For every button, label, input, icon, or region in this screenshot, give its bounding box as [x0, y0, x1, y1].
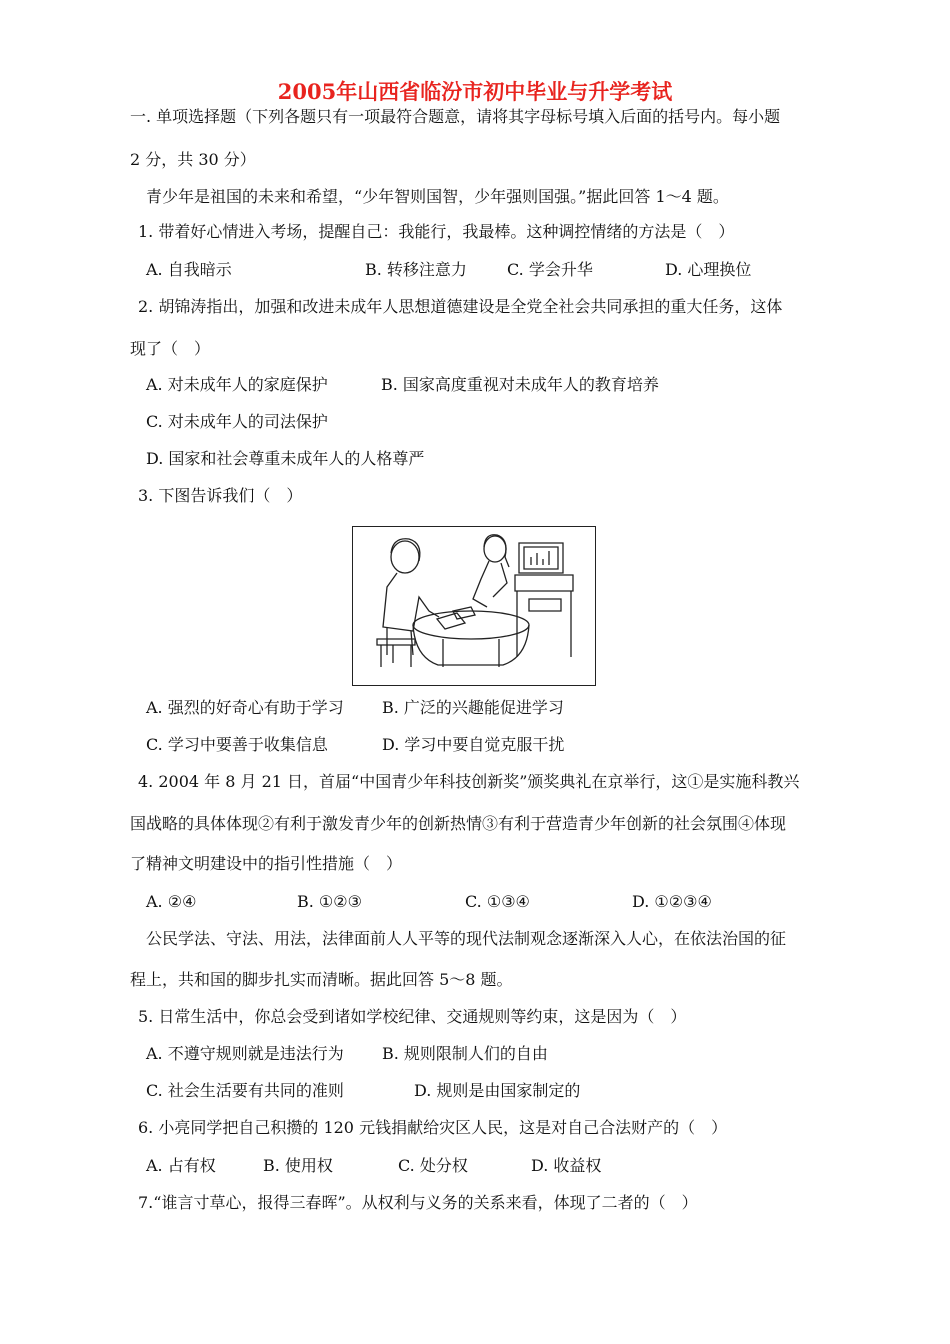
option-d: D. 心理换位 [665, 260, 752, 279]
option-b: B. 转移注意力 [365, 260, 467, 279]
option-b: B. 使用权 [263, 1156, 333, 1175]
option-b: B. ①②③ [297, 892, 362, 911]
question-4-stem-continued: 了精神文明建设中的指引性措施（ ） [130, 854, 403, 873]
question-4-stem-continued: 国战略的具体体现②有利于激发青少年的创新热情③有利于营造青少年创新的社会氛围④体现 [130, 814, 787, 833]
option-a: A. ②④ [146, 892, 197, 911]
question-1-stem: 1. 带着好心情进入考场，提醒自己：我能行，我最棒。这种调控情绪的方法是（ ） [138, 222, 735, 241]
option-b: B. 广泛的兴趣能促进学习 [382, 698, 564, 717]
option-a: A. 占有权 [146, 1156, 216, 1175]
section-heading: 一. 单项选择题（下列各题只有一项最符合题意，请将其字母标号填入后面的括号内。每小题 [130, 107, 781, 126]
option-c: C. 学习中要善于收集信息 [146, 735, 328, 754]
question-2-stem-continued: 现了（ ） [130, 339, 211, 358]
option-a: A. 自我暗示 [146, 260, 232, 279]
question-3-stem: 3. 下图告诉我们（ ） [138, 486, 303, 505]
option-c: C. 社会生活要有共同的准则 [146, 1081, 344, 1100]
intro-paragraph: 公民学法、守法、用法，法律面前人人平等的现代法制观念逐渐深入人心，在依法治国的征 [146, 929, 787, 948]
option-d: D. 国家和社会尊重未成年人的人格尊严 [146, 449, 425, 468]
option-c: C. ①③④ [465, 892, 530, 911]
section-heading-continued: 2 分，共 30 分） [130, 150, 256, 169]
question-6-stem: 6. 小亮同学把自己积攒的 120 元钱捐献给灾区人民，这是对自己合法财产的（ ） [138, 1118, 728, 1137]
question-3-illustration [352, 526, 596, 686]
option-a: A. 不遵守规则就是违法行为 [146, 1044, 344, 1063]
option-a: A. 对未成年人的家庭保护 [146, 375, 328, 394]
option-d: D. 学习中要自觉克服干扰 [382, 735, 565, 754]
option-c: C. 对未成年人的司法保护 [146, 412, 328, 431]
question-4-stem: 4. 2004 年 8 月 21 日，首届“中国青少年科技创新奖”颁奖典礼在京举行，这①是实施科教兴 [138, 772, 800, 791]
question-5-stem: 5. 日常生活中，你总会受到诸如学校纪律、交通规则等约束，这是因为（ ） [138, 1007, 687, 1026]
intro-paragraph: 青少年是祖国的未来和希望，“少年智则国智，少年强则国强。”据此回答 1～4 题。 [146, 187, 729, 206]
option-d: D. 收益权 [531, 1156, 602, 1175]
option-b: B. 国家高度重视对未成年人的教育培养 [381, 375, 659, 394]
option-b: B. 规则限制人们的自由 [382, 1044, 548, 1063]
option-d: D. ①②③④ [632, 892, 712, 911]
question-7-stem: 7.“谁言寸草心，报得三春晖”。从权利与义务的关系来看，体现了二者的（ ） [138, 1193, 698, 1212]
option-d: D. 规则是由国家制定的 [414, 1081, 581, 1100]
option-c: C. 处分权 [398, 1156, 468, 1175]
intro-paragraph-continued: 程上，共和国的脚步扎实而清晰。据此回答 5～8 题。 [130, 970, 513, 989]
option-a: A. 强烈的好奇心有助于学习 [146, 698, 344, 717]
option-c: C. 学会升华 [507, 260, 593, 279]
students-studying-drawing [353, 527, 594, 684]
page-title: 2005年山西省临汾市初中毕业与升学考试 [277, 79, 673, 104]
question-2-stem: 2. 胡锦涛指出，加强和改进未成年人思想道德建设是全党全社会共同承担的重大任务，这体 [138, 297, 783, 316]
